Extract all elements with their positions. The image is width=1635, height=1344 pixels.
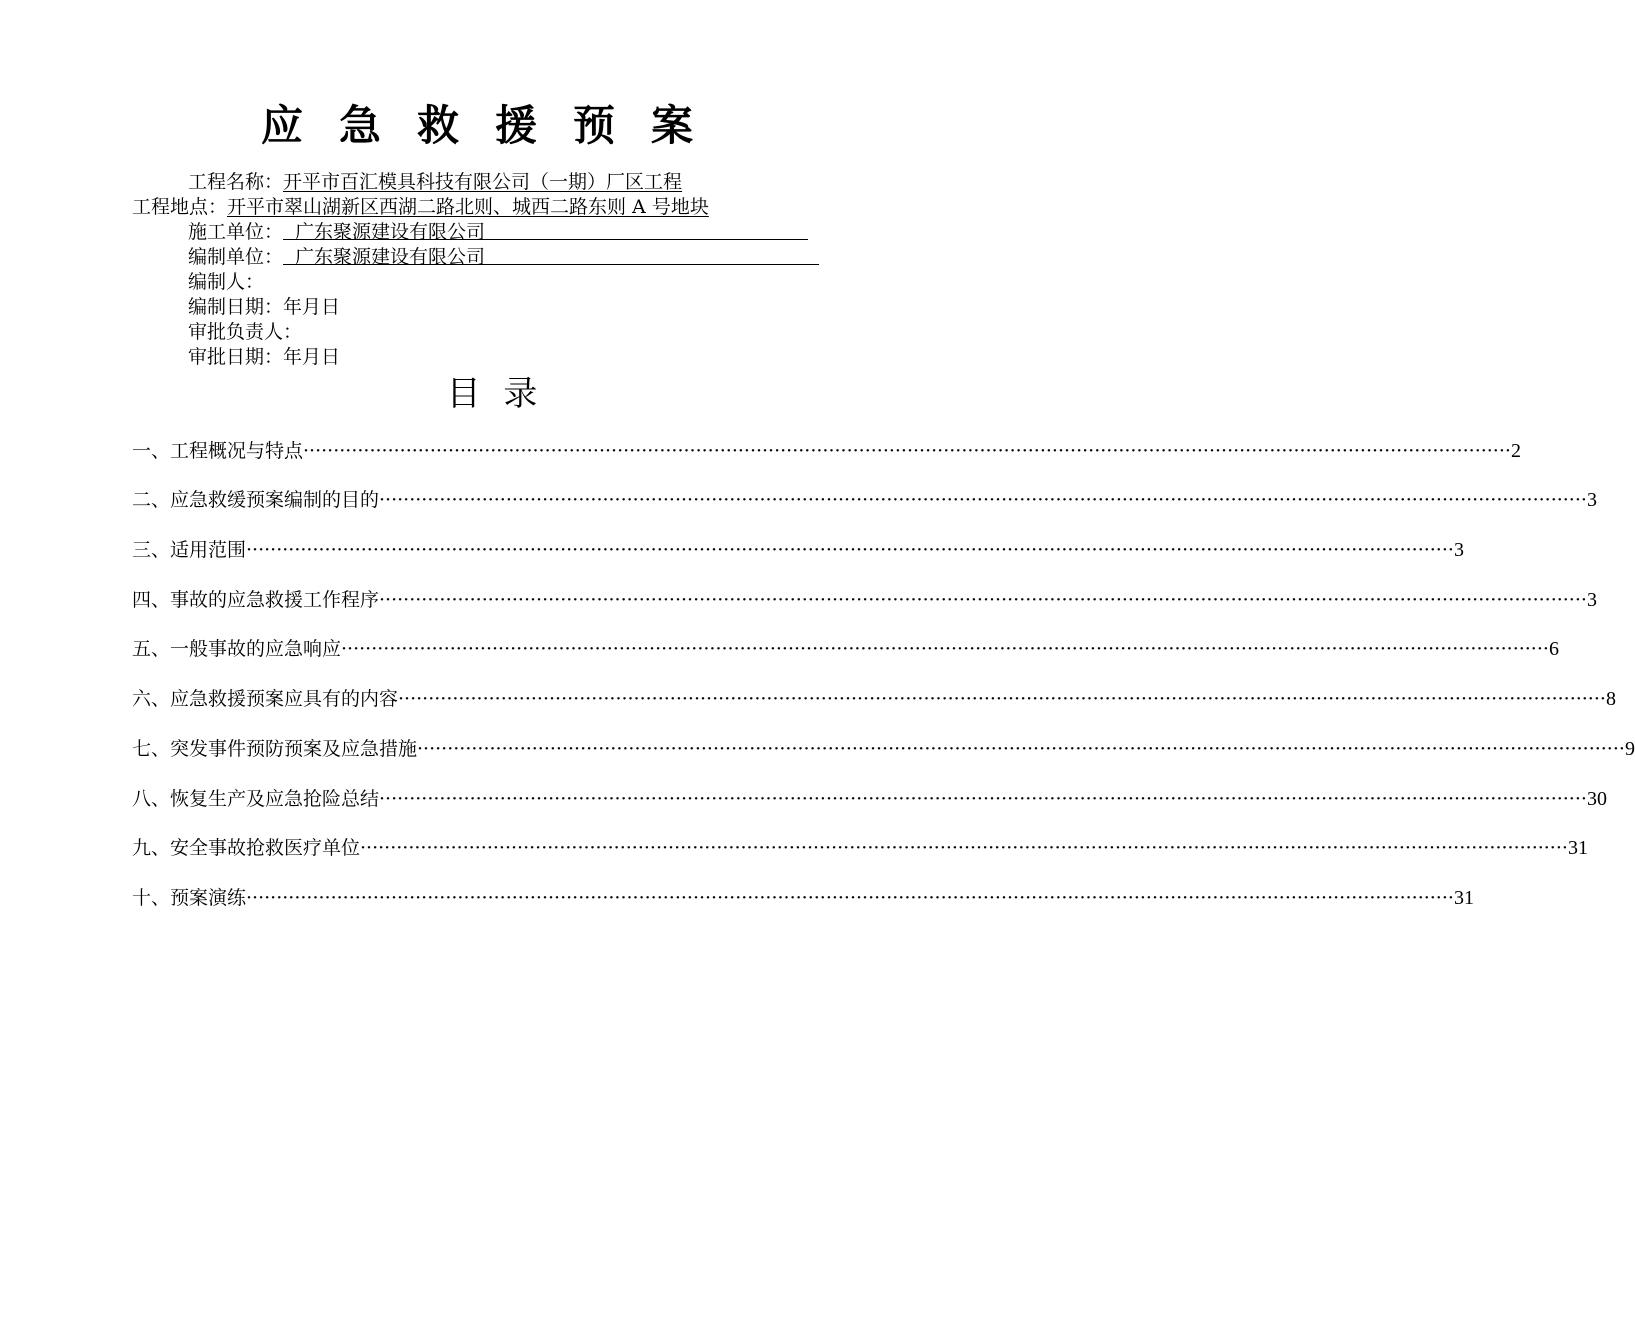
project-site-label: 工程地点： bbox=[132, 196, 228, 218]
project-name-label: 工程名称： bbox=[188, 171, 284, 193]
toc-entry-page: 31 bbox=[1453, 886, 1474, 909]
toc-entry[interactable] bbox=[132, 664, 1616, 714]
toc-leader-dots: ········································································································································································································ bbox=[417, 737, 1625, 760]
toc-entry[interactable] bbox=[132, 565, 1597, 615]
toc-entry[interactable] bbox=[132, 764, 1607, 814]
toc-leader-dots: ········································································································································································································ bbox=[246, 539, 1454, 562]
toc-entry-page: 30 bbox=[1586, 787, 1607, 810]
toc-entry-label: 十、预案演练 bbox=[132, 886, 247, 909]
compile-date-line: 编制日期：年月日 bbox=[188, 296, 341, 318]
toc-entry-label: 七、突发事件预防预案及应急措施 bbox=[132, 737, 418, 760]
toc-entry-page: 3 bbox=[1586, 588, 1597, 611]
toc-entry-label: 九、安全事故抢救医疗单位 bbox=[132, 837, 361, 860]
toc-entry-label: 六、应急救援预案应具有的内容 bbox=[132, 688, 399, 711]
compiler-unit-label: 编制单位： bbox=[188, 246, 284, 268]
toc-entry-page: 9 bbox=[1624, 737, 1635, 760]
toc-leader-dots: ········································································································································································································ bbox=[303, 439, 1511, 462]
builder-label: 施工单位： bbox=[188, 221, 284, 243]
toc-heading: 目 录 bbox=[446, 374, 544, 414]
toc-entry-label: 五、一般事故的应急响应 bbox=[132, 638, 342, 661]
toc-entry[interactable] bbox=[132, 863, 1474, 913]
builder-value: 广东聚源建设有限公司 bbox=[295, 221, 486, 243]
project-name-value: 开平市百汇模具科技有限公司（一期）厂区工程 bbox=[283, 171, 683, 193]
toc-leader-dots: ········································································································································································································ bbox=[379, 787, 1587, 810]
toc-entry[interactable] bbox=[132, 416, 1521, 466]
toc-leader-dots: ········································································································································································································ bbox=[360, 837, 1568, 860]
approve-date-line: 审批日期：年月日 bbox=[188, 346, 341, 368]
project-name-line bbox=[188, 170, 682, 195]
document-title: 应急救援预案 bbox=[260, 101, 729, 150]
toc-entry-page: 2 bbox=[1510, 439, 1521, 462]
toc-entry-page: 31 bbox=[1567, 837, 1588, 860]
toc-entry-label: 三、适用范围 bbox=[132, 539, 247, 562]
toc-entry-label: 四、事故的应急救援工作程序 bbox=[132, 588, 380, 611]
compiler-unit-fill-line bbox=[283, 245, 819, 268]
builder-line bbox=[188, 220, 808, 245]
toc-entry-page: 6 bbox=[1548, 638, 1559, 661]
toc-entry-label: 八、恢复生产及应急抢险总结 bbox=[132, 787, 380, 810]
toc-entry[interactable] bbox=[132, 466, 1597, 516]
compiler-unit-value: 广东聚源建设有限公司 bbox=[295, 246, 486, 268]
toc-entry-page: 8 bbox=[1605, 688, 1616, 711]
toc-entry[interactable] bbox=[132, 714, 1635, 764]
table-of-contents bbox=[132, 416, 1635, 913]
toc-leader-dots: ········································································································································································································ bbox=[379, 489, 1587, 512]
compiler-line: 编制人： bbox=[188, 271, 265, 293]
toc-entry-label: 一、工程概况与特点 bbox=[132, 439, 304, 462]
toc-leader-dots: ········································································································································································································ bbox=[246, 886, 1454, 909]
toc-entry-label: 二、应急救缓预案编制的目的 bbox=[132, 489, 380, 512]
toc-entry[interactable] bbox=[132, 814, 1588, 864]
project-site-value: 开平市翠山湖新区西湖二路北则、城西二路东则 A 号地块 bbox=[227, 196, 709, 218]
builder-fill-line bbox=[283, 220, 808, 243]
toc-leader-dots: ········································································································································································································ bbox=[379, 588, 1587, 611]
toc-leader-dots: ········································································································································································································ bbox=[398, 688, 1606, 711]
compiler-unit-line bbox=[188, 245, 819, 270]
toc-entry-page: 3 bbox=[1586, 489, 1597, 512]
toc-leader-dots: ········································································································································································································ bbox=[341, 638, 1549, 661]
project-site-line bbox=[132, 195, 709, 220]
approver-line: 审批负责人： bbox=[188, 321, 303, 343]
toc-entry-page: 3 bbox=[1453, 539, 1464, 562]
toc-entry[interactable] bbox=[132, 615, 1559, 665]
toc-entry[interactable] bbox=[132, 515, 1464, 565]
